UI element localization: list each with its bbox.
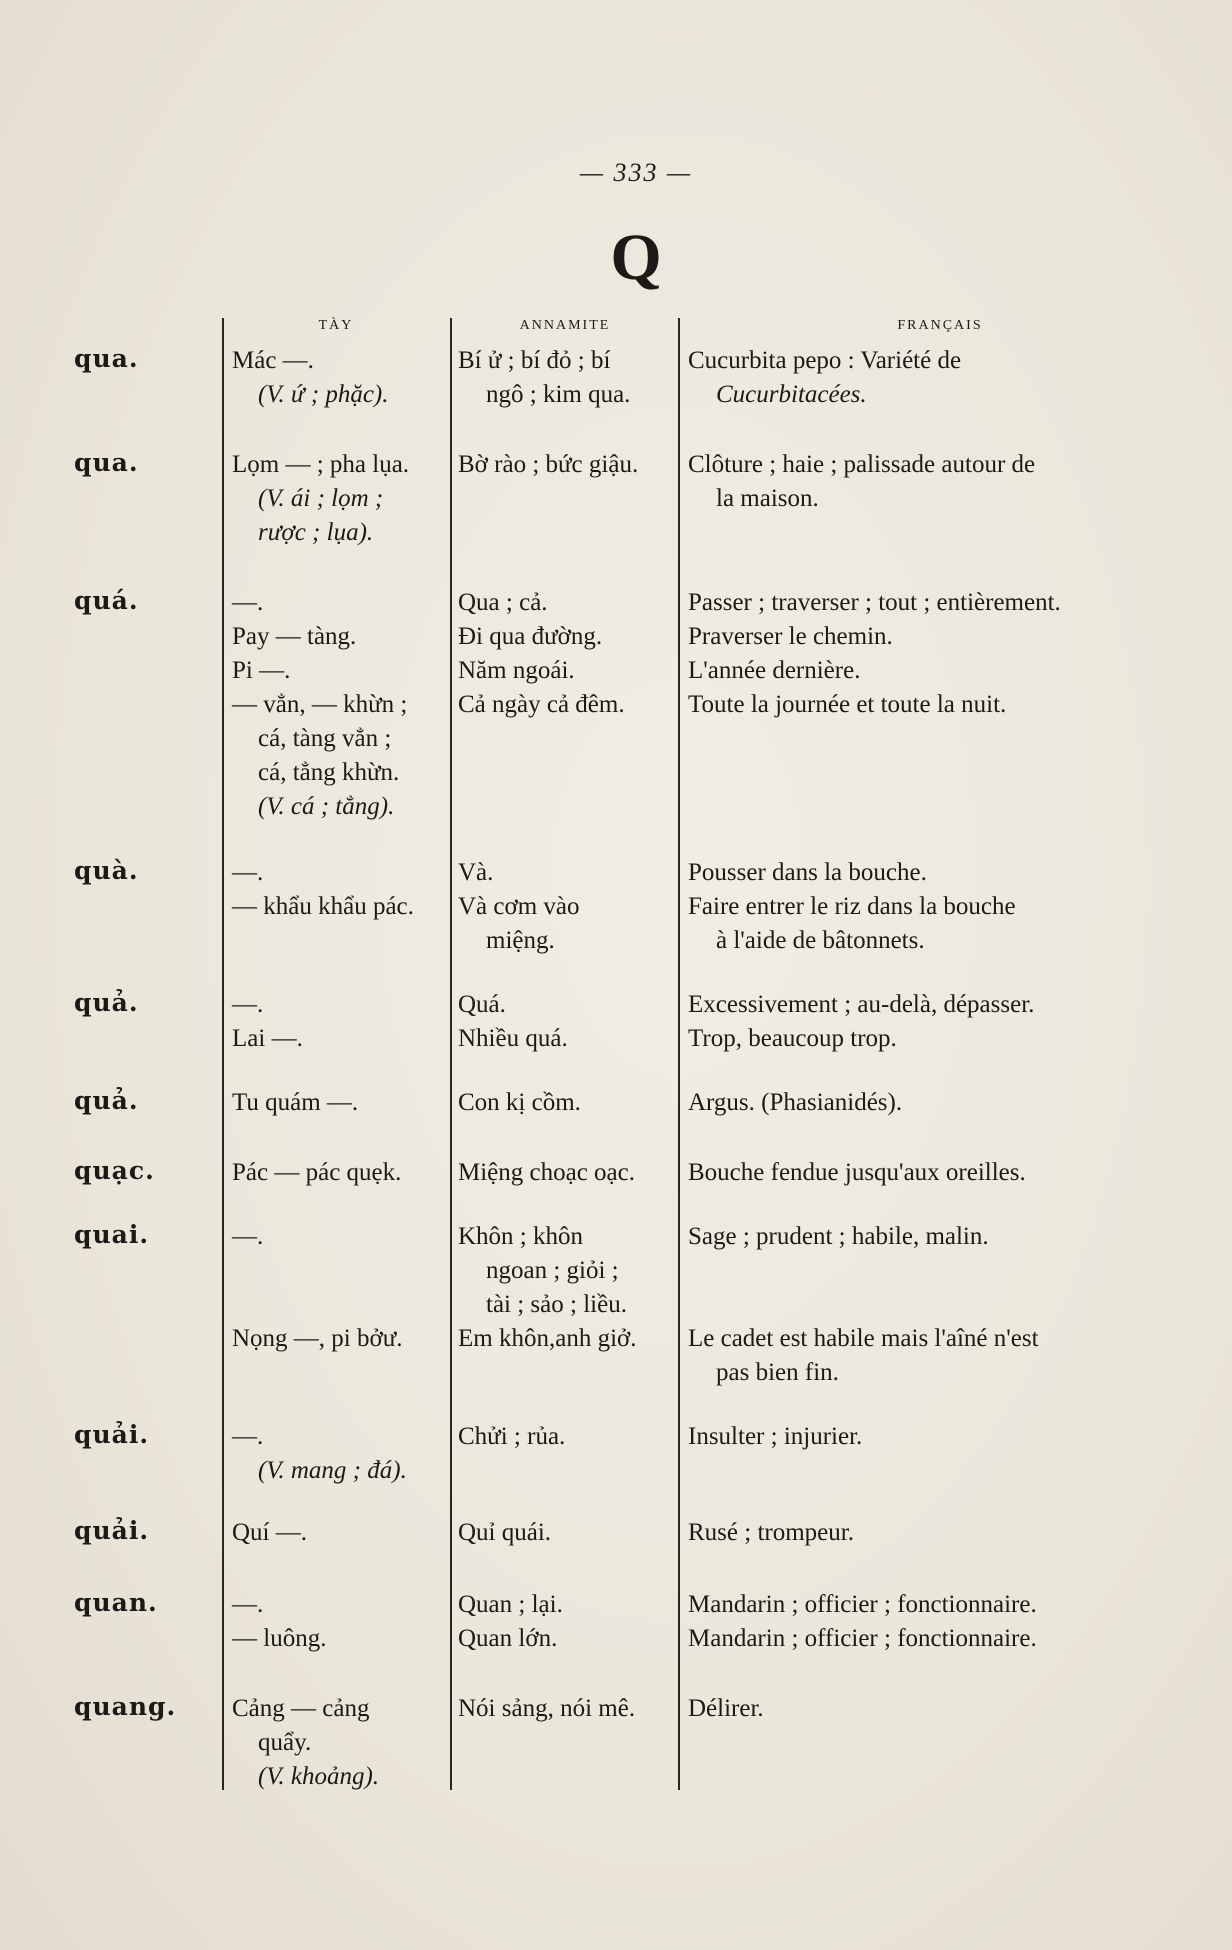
francais-cell (688, 1156, 1208, 1190)
headword: quạc. (74, 1156, 155, 1185)
francais-line: Clôture ; haie ; palissade autour de (688, 451, 1036, 478)
annamite-cell (458, 586, 674, 722)
francais-line (688, 1254, 1208, 1288)
tay-cell (232, 586, 448, 824)
annamite-line: Cả ngày cả đêm. (458, 691, 625, 718)
francais-cell (688, 1086, 1208, 1120)
annamite-cell (458, 1220, 674, 1356)
tay-cell (232, 344, 448, 412)
annamite-cell (458, 856, 674, 958)
annamite-line: miệng. (486, 927, 555, 954)
annamite-line: Quá. (458, 991, 506, 1018)
annamite-line: Con kị cồm. (458, 1089, 581, 1116)
tay-cell (232, 856, 448, 924)
tay-line (232, 1288, 448, 1322)
francais-line: Toute la journée et toute la nuit. (688, 691, 1007, 718)
francais-line: Pousser dans la bouche. (688, 859, 927, 886)
tay-line: (V. ứ ; phặc). (258, 381, 389, 408)
tay-line: (V. cá ; tẳng). (258, 793, 395, 820)
column-header-francais: FRANÇAIS (897, 318, 983, 333)
annamite-line: Và. (458, 859, 494, 886)
annamite-line: Bờ rào ; bức giậu. (458, 451, 639, 478)
tay-line (232, 1254, 448, 1288)
tay-line: —. (232, 1423, 264, 1450)
tay-line: Lai —. (232, 1025, 303, 1052)
tay-line: cá, tẳng khừn. (258, 759, 400, 786)
francais-line: Rusé ; trompeur. (688, 1519, 854, 1546)
column-divider (222, 318, 224, 1790)
francais-cell (688, 988, 1208, 1056)
tay-line: — khẩu khẩu pác. (232, 893, 414, 920)
headword: quải. (74, 1420, 150, 1449)
column-header-tay: TÀY (318, 318, 354, 333)
francais-line: Mandarin ; officier ; fonctionnaire. (688, 1625, 1037, 1652)
headword: qua. (74, 448, 139, 477)
headword: quai. (74, 1220, 150, 1249)
francais-cell (688, 1516, 1208, 1550)
tay-cell (232, 988, 448, 1056)
headword: qua. (74, 344, 139, 373)
annamite-line: Em khôn,anh giở. (458, 1325, 637, 1352)
headword: quả. (74, 1086, 139, 1115)
francais-cell (688, 448, 1208, 516)
annamite-line: Và cơm vào (458, 893, 580, 920)
francais-line: la maison. (716, 485, 819, 512)
annamite-line: Năm ngoái. (458, 657, 575, 684)
tay-line: —. (232, 991, 264, 1018)
annamite-cell (458, 1516, 674, 1550)
francais-cell (688, 1220, 1208, 1390)
tay-line: Pay — tàng. (232, 623, 357, 650)
column-divider (678, 318, 680, 1790)
tay-line: —. (232, 589, 264, 616)
annamite-line: Nhiều quá. (458, 1025, 568, 1052)
tay-cell (232, 448, 448, 550)
tay-line: Nọng —, pi bởư. (232, 1325, 403, 1352)
tay-line: —. (232, 859, 264, 886)
tay-line: (V. ái ; lọm ; (258, 485, 384, 512)
tay-cell (232, 1420, 448, 1488)
annamite-cell (458, 1692, 674, 1726)
francais-cell (688, 1420, 1208, 1454)
annamite-cell (458, 1086, 674, 1120)
annamite-cell (458, 1156, 674, 1190)
tay-line: Cảng — cảng (232, 1695, 370, 1722)
headword: quải. (74, 1516, 150, 1545)
annamite-line: ngô ; kim qua. (486, 381, 631, 408)
francais-line: Cucurbitacées. (716, 381, 867, 408)
tay-line: Pi —. (232, 657, 291, 684)
francais-cell (688, 1692, 1208, 1726)
francais-line: Faire entrer le riz dans la bouche (688, 893, 1016, 920)
headword: quá. (74, 586, 139, 615)
tay-line: Pác — pác quẹk. (232, 1159, 402, 1186)
francais-line: Argus. (Phasianidés). (688, 1089, 903, 1116)
francais-line: Cucurbita pepo : Variété de (688, 347, 962, 374)
headword: quan. (74, 1588, 158, 1617)
francais-line: Trop, beaucoup trop. (688, 1025, 897, 1052)
annamite-line: Bí ử ; bí đỏ ; bí (458, 347, 611, 374)
tay-line: (V. mang ; đá). (258, 1457, 407, 1484)
tay-line: Tu quám —. (232, 1089, 359, 1116)
francais-line: Mandarin ; officier ; fonctionnaire. (688, 1591, 1037, 1618)
tay-line: cá, tàng vẳn ; (258, 725, 392, 752)
francais-cell (688, 856, 1208, 958)
tay-line: rược ; lụa). (258, 519, 374, 546)
annamite-line: Đi qua đường. (458, 623, 603, 650)
annamite-line: Quan lớn. (458, 1625, 558, 1652)
annamite-cell (458, 344, 674, 412)
tay-cell (232, 1692, 448, 1794)
francais-line: Le cadet est habile mais l'aîné n'est (688, 1325, 1039, 1352)
annamite-line: Quỉ quái. (458, 1519, 552, 1546)
francais-cell (688, 344, 1208, 412)
francais-line (688, 1288, 1208, 1322)
annamite-cell (458, 1420, 674, 1454)
annamite-line: Qua ; cả. (458, 589, 548, 616)
tay-line: — vẳn, — khừn ; (232, 691, 408, 718)
francais-line: Bouche fendue jusqu'aux oreilles. (688, 1159, 1026, 1186)
headword: quà. (74, 856, 139, 885)
tay-cell (232, 1220, 448, 1356)
annamite-line: Chửi ; rủa. (458, 1423, 566, 1450)
francais-line: L'année dernière. (688, 657, 861, 684)
annamite-cell (458, 1588, 674, 1656)
annamite-line: Miệng choạc oạc. (458, 1159, 636, 1186)
annamite-line: Nói sảng, nói mê. (458, 1695, 636, 1722)
headword: quả. (74, 988, 139, 1017)
tay-cell (232, 1588, 448, 1656)
tay-line: Lọm — ; pha lụa. (232, 451, 410, 478)
francais-line: Insulter ; injurier. (688, 1423, 863, 1450)
annamite-cell (458, 988, 674, 1056)
tay-line: —. (232, 1223, 264, 1250)
section-letter: Q (610, 221, 662, 294)
francais-line: Excessivement ; au-delà, dépasser. (688, 991, 1035, 1018)
column-header-annamite: ANNAMITE (519, 318, 611, 333)
francais-line: à l'aide de bâtonnets. (716, 927, 925, 954)
francais-line: Passer ; traverser ; tout ; entièrement. (688, 589, 1061, 616)
annamite-line: Khôn ; khôn (458, 1223, 583, 1250)
tay-line: — luông. (232, 1625, 327, 1652)
francais-cell (688, 586, 1208, 722)
francais-line: pas bien fin. (716, 1359, 839, 1386)
annamite-line: tài ; sảo ; liều. (486, 1291, 627, 1318)
tay-cell (232, 1086, 448, 1120)
tay-cell (232, 1516, 448, 1550)
tay-line: Mác —. (232, 347, 314, 374)
francais-line: Délirer. (688, 1695, 764, 1722)
annamite-line: Quan ; lại. (458, 1591, 563, 1618)
francais-cell (688, 1588, 1208, 1656)
headword: quang. (74, 1692, 177, 1721)
page-number: — 333 — (579, 158, 693, 187)
column-divider (450, 318, 452, 1790)
tay-cell (232, 1156, 448, 1190)
tay-line: (V. khoảng). (258, 1763, 380, 1790)
tay-line: —. (232, 1591, 264, 1618)
annamite-cell (458, 448, 674, 482)
tay-line: quẩy. (258, 1729, 312, 1756)
tay-line: Quí —. (232, 1519, 307, 1546)
francais-line: Sage ; prudent ; habile, malin. (688, 1223, 989, 1250)
annamite-line: ngoan ; giỏi ; (486, 1257, 619, 1284)
francais-line: Praverser le chemin. (688, 623, 893, 650)
